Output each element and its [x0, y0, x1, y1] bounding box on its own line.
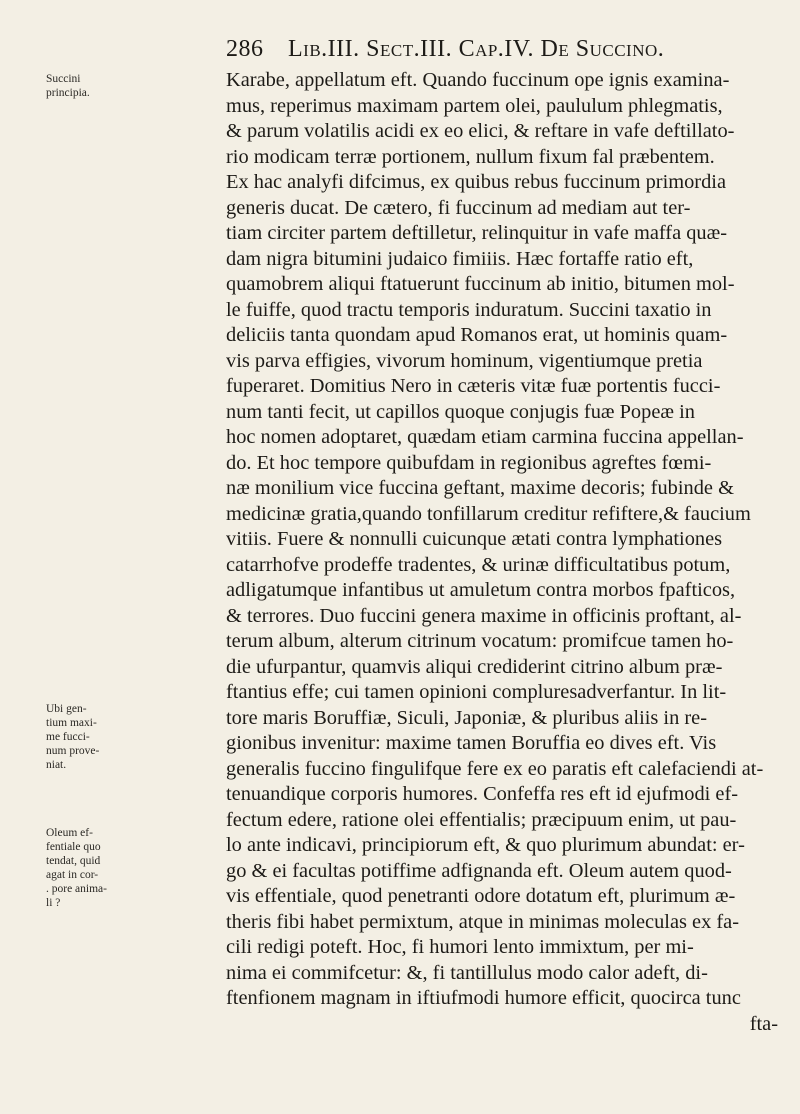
text-line: dam nigra bitumini judaico fimiiis. Hæc fortaffe ratio eft,: [226, 247, 694, 270]
body-text: [226, 68, 786, 1037]
text-line: hoc nomen adoptaret, quædam etiam carmina fuccina appellan-: [226, 426, 744, 448]
margin-note-line: num prove-: [46, 745, 100, 757]
text-line: & terrores. Duo fuccini genera maxime in officinis proftant, al-: [226, 604, 742, 627]
margin-note-line: tium maxi-: [46, 717, 97, 729]
margin-note-line: principia.: [46, 87, 90, 99]
text-line: Karabe, appellatum eft. Quando fuccinum ope ignis examina-: [226, 69, 730, 91]
text-line: quamobrem aliqui ftatuerunt fuccinum ab initio, bitumen mol-: [226, 273, 735, 295]
text-line: fta-: [749, 1012, 778, 1035]
text-line: adligatumque infantibus ut amuletum contra morbos fpafticos,: [226, 579, 736, 601]
text-line: generalis fuccino fingulifque fere ex eo paratis eft calefaciendi at-: [226, 757, 764, 780]
text-line: medicinæ gratia,quando tonfillarum creditur refiftere,& faucium: [226, 502, 751, 525]
text-line: & parum volatilis acidi ex eo elici, & reftare in vafe deftillato-: [226, 120, 735, 142]
margin-note-line: agat in cor-: [46, 869, 99, 881]
text-line: le fuiffe, quod tractu temporis induratum. Succini taxatio in: [226, 298, 712, 321]
text-line: tiam circiter partem deftilletur, relinquitur in vafe maffa quæ-: [226, 222, 728, 244]
text-line: fectum edere, ratione olei effentialis; præcipuum enim, ut pau-: [226, 808, 737, 831]
margin-note-line: niat.: [46, 759, 67, 771]
margin-note-line: li ?: [46, 897, 61, 909]
text-line: vis parva effigies, vivorum hominum, vigentiumque pretia: [226, 349, 703, 372]
text-line: catarrhofve prodeffe tradentes, & urinæ difficultatibus potum,: [226, 553, 731, 576]
page-number: 286: [226, 36, 264, 62]
text-line: do. Et hoc tempore quibufdam in regionibus agreftes fœmi-: [226, 451, 712, 474]
text-line: mus, reperimus maximam partem olei, paululum phlegmatis,: [226, 94, 723, 117]
margin-note-succini-principia: [46, 72, 130, 100]
page-header: [226, 36, 778, 63]
text-line: tore maris Boruffiæ, Siculi, Japoniæ, & pluribus aliis in re-: [226, 706, 708, 729]
margin-note-line: me fucci-: [46, 731, 90, 743]
margin-note-line: tendat, quid: [46, 855, 101, 867]
text-line: nima ei commifcetur: &, fi tantillulus modo calor adeft, di-: [226, 961, 708, 984]
text-line: ftantius effe; cui tamen opinioni compluresadverfantur. In lit-: [226, 681, 727, 703]
text-line: deliciis tanta quondam apud Romanos erat, ut hominis quam-: [226, 324, 728, 346]
text-line: fuperaret. Domitius Nero in cæteris vitæ fuæ portentis fucci-: [226, 375, 721, 397]
margin-note-line: Oleum ef-: [46, 827, 93, 839]
margin-note-line: fentiale quo: [46, 841, 101, 853]
margin-note-ubi-gentium: [46, 702, 130, 772]
text-line: vis effentiale, quod penetranti odore dotatum eft, plurimum æ-: [226, 885, 736, 907]
text-line: generis ducat. De cætero, fi fuccinum ad mediam aut ter-: [226, 196, 691, 219]
text-line: lo ante indicavi, principiorum eft, & quo plurimum abundat: er-: [226, 834, 745, 856]
margin-note-line: Ubi gen-: [46, 703, 87, 715]
text-line: terum album, alterum citrinum vocatum: promifcue tamen ho-: [226, 630, 734, 652]
text-line: die ufurpantur, quamvis aliqui crediderint citrino album præ-: [226, 655, 723, 678]
text-line: go & ei facultas potiffime adfignanda eft. Oleum autem quod-: [226, 859, 732, 882]
margin-note-oleum-essentiale: [46, 826, 130, 910]
text-line: vitiis. Fuere & nonnulli cuicunque ætati contra lymphationes: [226, 528, 723, 550]
text-line: num tanti fecit, ut capillos quoque conjugis fuæ Popeæ in: [226, 400, 695, 423]
text-line: cili redigi poteft. Hoc, fi humori lento immixtum, per mi-: [226, 936, 694, 958]
text-line: theris fibi habet permixtum, atque in minimas moleculas ex fa-: [226, 910, 740, 933]
margin-note-line: . pore anima-: [46, 883, 107, 895]
text-line: ftenfionem magnam in iftiufmodi humore efficit, quocirca tunc: [226, 987, 741, 1009]
text-line: næ monilium vice fuccina geftant, maxime decoris; fubinde &: [226, 477, 734, 499]
text-line: tenuandique corporis humores. Confeffa res eft id ejufmodi ef-: [226, 783, 739, 805]
running-title: Lib.III. Sect.III. Cap.IV. De Succino.: [288, 36, 665, 62]
text-line: rio modicam terræ portionem, nullum fixum fal præbentem.: [226, 145, 715, 168]
text-line: Ex hac analyfi difcimus, ex quibus rebus fuccinum primordia: [226, 171, 726, 193]
text-line: gionibus invenitur: maxime tamen Boruffia eo dives eft. Vis: [226, 732, 717, 754]
margin-note-line: Succini: [46, 73, 81, 85]
